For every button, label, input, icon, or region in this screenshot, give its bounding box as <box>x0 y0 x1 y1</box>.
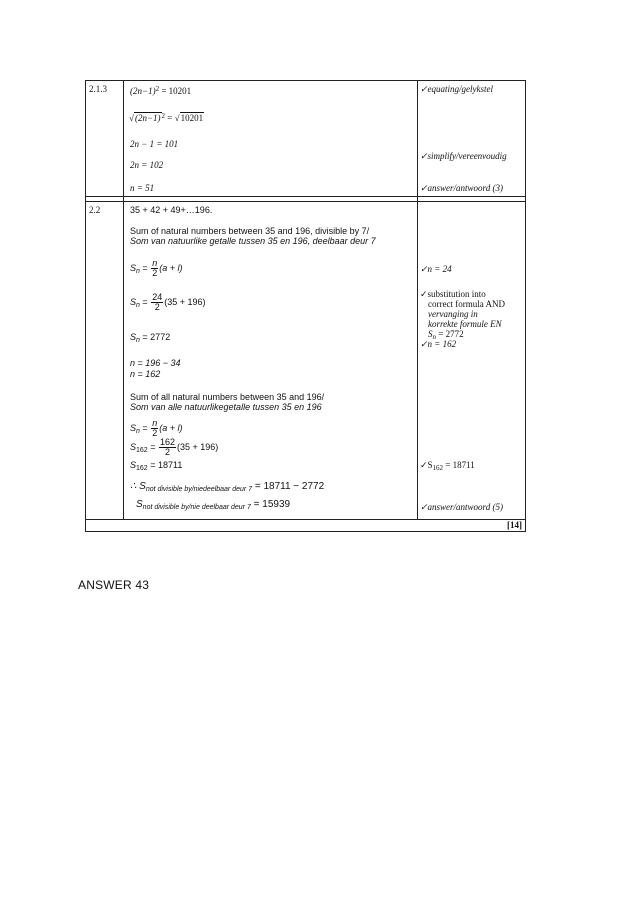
mark-item: ✓simplify/vereenvoudig <box>420 151 507 161</box>
row-2-2 <box>86 202 526 520</box>
description-en: Sum of natural numbers between 35 and 196, divisible by 7/ <box>130 226 370 236</box>
result-line: $S_{not divisible by/nie deelbaar deur 7} = 15939$ <box>136 499 291 511</box>
mark-item: correct formula AND <box>428 299 505 309</box>
question-number: 2.2 <box>86 202 124 520</box>
working-line: $(2n-1)^2 = 10201$ <box>130 85 192 96</box>
formula-line: $S_n = 2772$ <box>130 332 171 344</box>
question-number: 2.1.3 <box>86 81 124 197</box>
all-sum-en: Sum of all natural numbers between 35 and 196/ <box>130 392 325 402</box>
working-line: $√(2n-1)^2 = √10201$ <box>129 112 204 123</box>
mark-item: $S_n = 2772$ <box>428 329 464 341</box>
mark-item: ✓equating/gelykstel <box>420 84 494 94</box>
memo-table <box>85 80 526 532</box>
page-footer-label: ANSWER 43 <box>78 578 150 592</box>
formula-line: n = 196 − 34 <box>130 358 181 368</box>
mark-item: ✓answer/antwoord (3) <box>420 183 503 193</box>
working-line: n = 51 <box>130 183 155 193</box>
formula-line: $S_n$ = $\frac{24}{2}$ (35 + 196) <box>130 292 206 312</box>
formula-line: $S_{162} = 18711$ <box>130 460 183 472</box>
mark-item: vervanging in <box>428 309 478 319</box>
total-row <box>86 520 526 532</box>
mark-item: ✓n = 162 <box>420 339 457 349</box>
description-af: Som van natuurlike getalle tussen 35 en 196, deelbaar deur 7 <box>130 236 376 246</box>
all-sum-af: Som van alle natuurlikegetalle tussen 35 en 196 <box>130 402 322 412</box>
mark-item: ✓substitution into <box>420 289 486 299</box>
formula-line: n = 162 <box>130 369 161 379</box>
working-cell <box>124 202 418 520</box>
mark-item: ✓n = 24 <box>420 264 452 274</box>
formula-line: $S_n$ = $\frac{n}{2}$ (a + l) <box>130 258 183 278</box>
result-line: ∴ $S_{not divisible by/niedeelbaar deur 7} = 18711 - 2772$ <box>130 481 325 493</box>
mark-cell <box>418 202 526 520</box>
sequence: 35 + 42 + 49+…196. <box>130 205 213 215</box>
formula-line: $S_{162}$ = $\frac{162}{2}$ (35 + 196) <box>130 437 219 457</box>
mark-item: korrekte formule EN <box>428 319 502 329</box>
total-marks: [14] <box>86 520 526 532</box>
working-cell <box>124 81 418 197</box>
mark-item: ✓answer/antwoord (5) <box>420 502 503 512</box>
mark-cell <box>418 81 526 197</box>
working-line: 2n − 1 = 101 <box>130 139 179 149</box>
formula-line: $S_n$ = $\frac{n}{2}$ (a + l) <box>130 418 183 438</box>
mark-item: $✓S_{162} = 18711$ <box>420 460 475 472</box>
working-line: 2n = 102 <box>130 160 164 170</box>
row-2-1-3 <box>86 81 526 197</box>
memo-table-wrapper <box>85 80 526 536</box>
